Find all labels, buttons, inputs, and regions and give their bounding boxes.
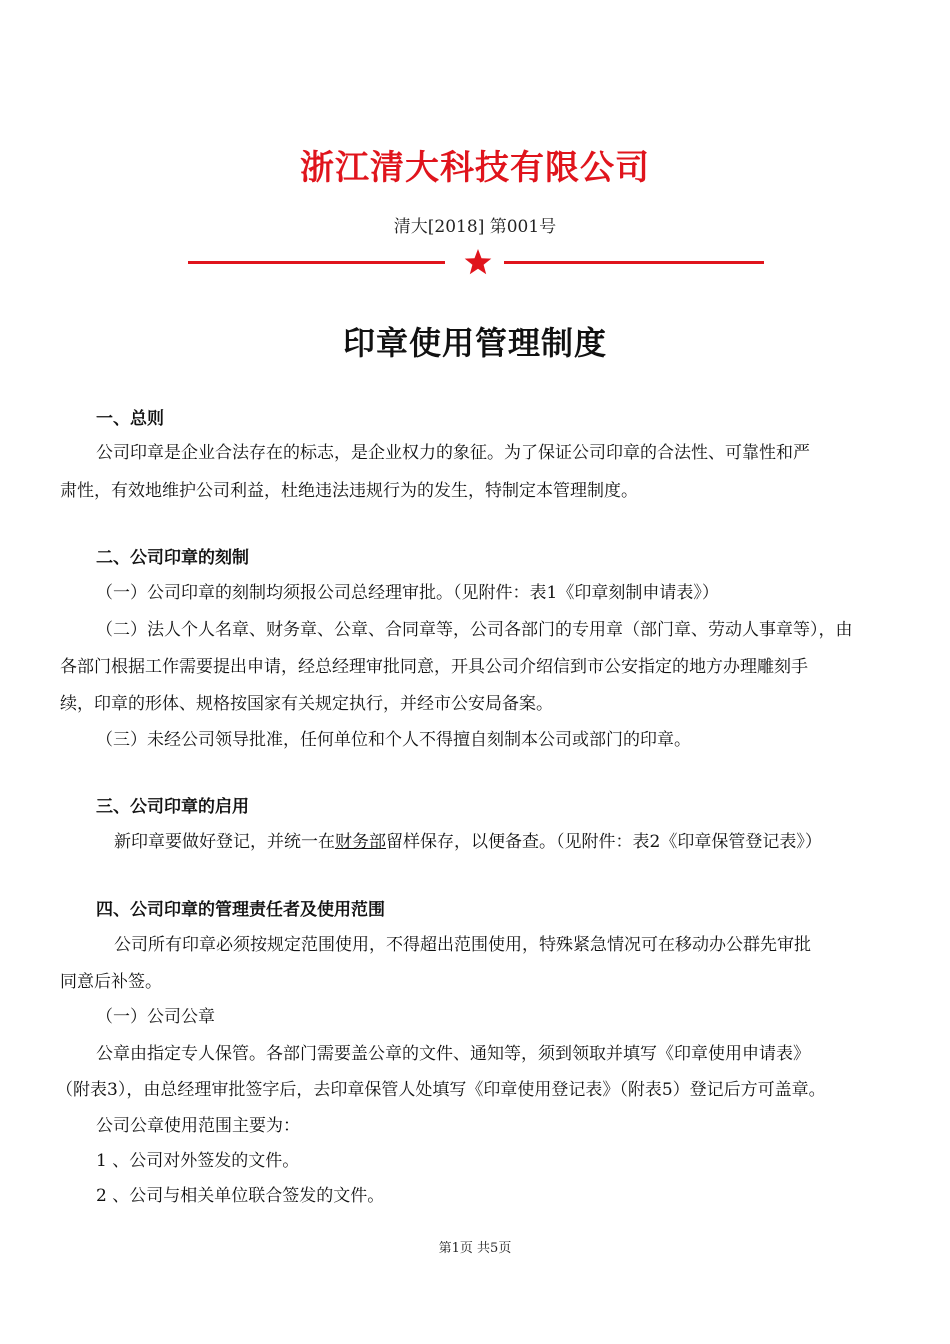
paragraph-line <box>114 831 950 853</box>
text-segment: 新印章要做好登记，并统一在 <box>114 832 335 852</box>
paragraph-line: 公司公章使用范围主要为： <box>96 1116 300 1136</box>
section-heading-general: 一、总则 <box>96 409 164 429</box>
text-segment: 留样保存，以便备查。（见附件：表2《印章保管登记表》） <box>386 832 822 852</box>
paragraph-line: 续，印章的形体、规格按国家有关规定执行，并经市公安局备案。 <box>60 694 553 714</box>
document-title: 印章使用管理制度 <box>342 324 607 362</box>
list-item: 1 、公司对外签发的文件。 <box>96 1151 300 1171</box>
red-divider <box>188 255 764 271</box>
divider-line-right <box>504 261 764 264</box>
paragraph-line: 肃性，有效地维护公司利益，杜绝违法违规行为的发生，特制定本管理制度。 <box>60 481 638 501</box>
subsection-heading: （一）公司公章 <box>96 1007 215 1027</box>
list-item: （一）公司印章的刻制均须报公司总经理审批。（见附件：表1《印章刻制申请表》） <box>96 583 719 603</box>
list-item: （二）法人个人名章、财务章、公章、合同章等，公司各部门的专用章（部门章、劳动人事章等），由 <box>96 620 853 640</box>
divider-line-left <box>188 261 445 264</box>
paragraph-line: 公司印章是企业合法存在的标志，是企业权力的象征。为了保证公司印章的合法性、可靠性和严 <box>96 443 810 463</box>
section-heading-responsibility: 四、公司印章的管理责任者及使用范围 <box>96 900 385 920</box>
organization-title: 浙江清大科技有限公司 <box>300 148 650 188</box>
paragraph-line: 公章由指定专人保管。各部门需要盖公章的文件、通知等，须到领取并填写《印章使用申请表》 <box>96 1044 810 1064</box>
paragraph-line: 公司所有印章必须按规定范围使用，不得超出范围使用，特殊紧急情况可在移动办公群先审批 <box>114 935 811 955</box>
red-star-icon <box>463 247 493 277</box>
paragraph-line: （附表3），由总经理审批签字后，去印章保管人处填写《印章使用登记表》（附表5）登记后方可盖章。 <box>56 1080 826 1100</box>
section-heading-activation: 三、公司印章的启用 <box>96 797 249 817</box>
list-item: （三）未经公司领导批准，任何单位和个人不得擅自刻制本公司或部门的印章。 <box>96 730 691 750</box>
paragraph-line: 各部门根据工作需要提出申请，经总经理审批同意，开具公司介绍信到市公安指定的地方办理雕刻手 <box>60 657 808 677</box>
list-item: 2 、公司与相关单位联合签发的文件。 <box>96 1186 385 1206</box>
section-heading-engraving: 二、公司印章的刻制 <box>96 548 249 568</box>
page-footer: 第1页 共5页 <box>438 1241 512 1256</box>
document-number: 清大[2018] 第001号 <box>393 217 557 237</box>
underlined-department: 财务部 <box>335 832 386 852</box>
paragraph-line: 同意后补签。 <box>60 972 162 992</box>
